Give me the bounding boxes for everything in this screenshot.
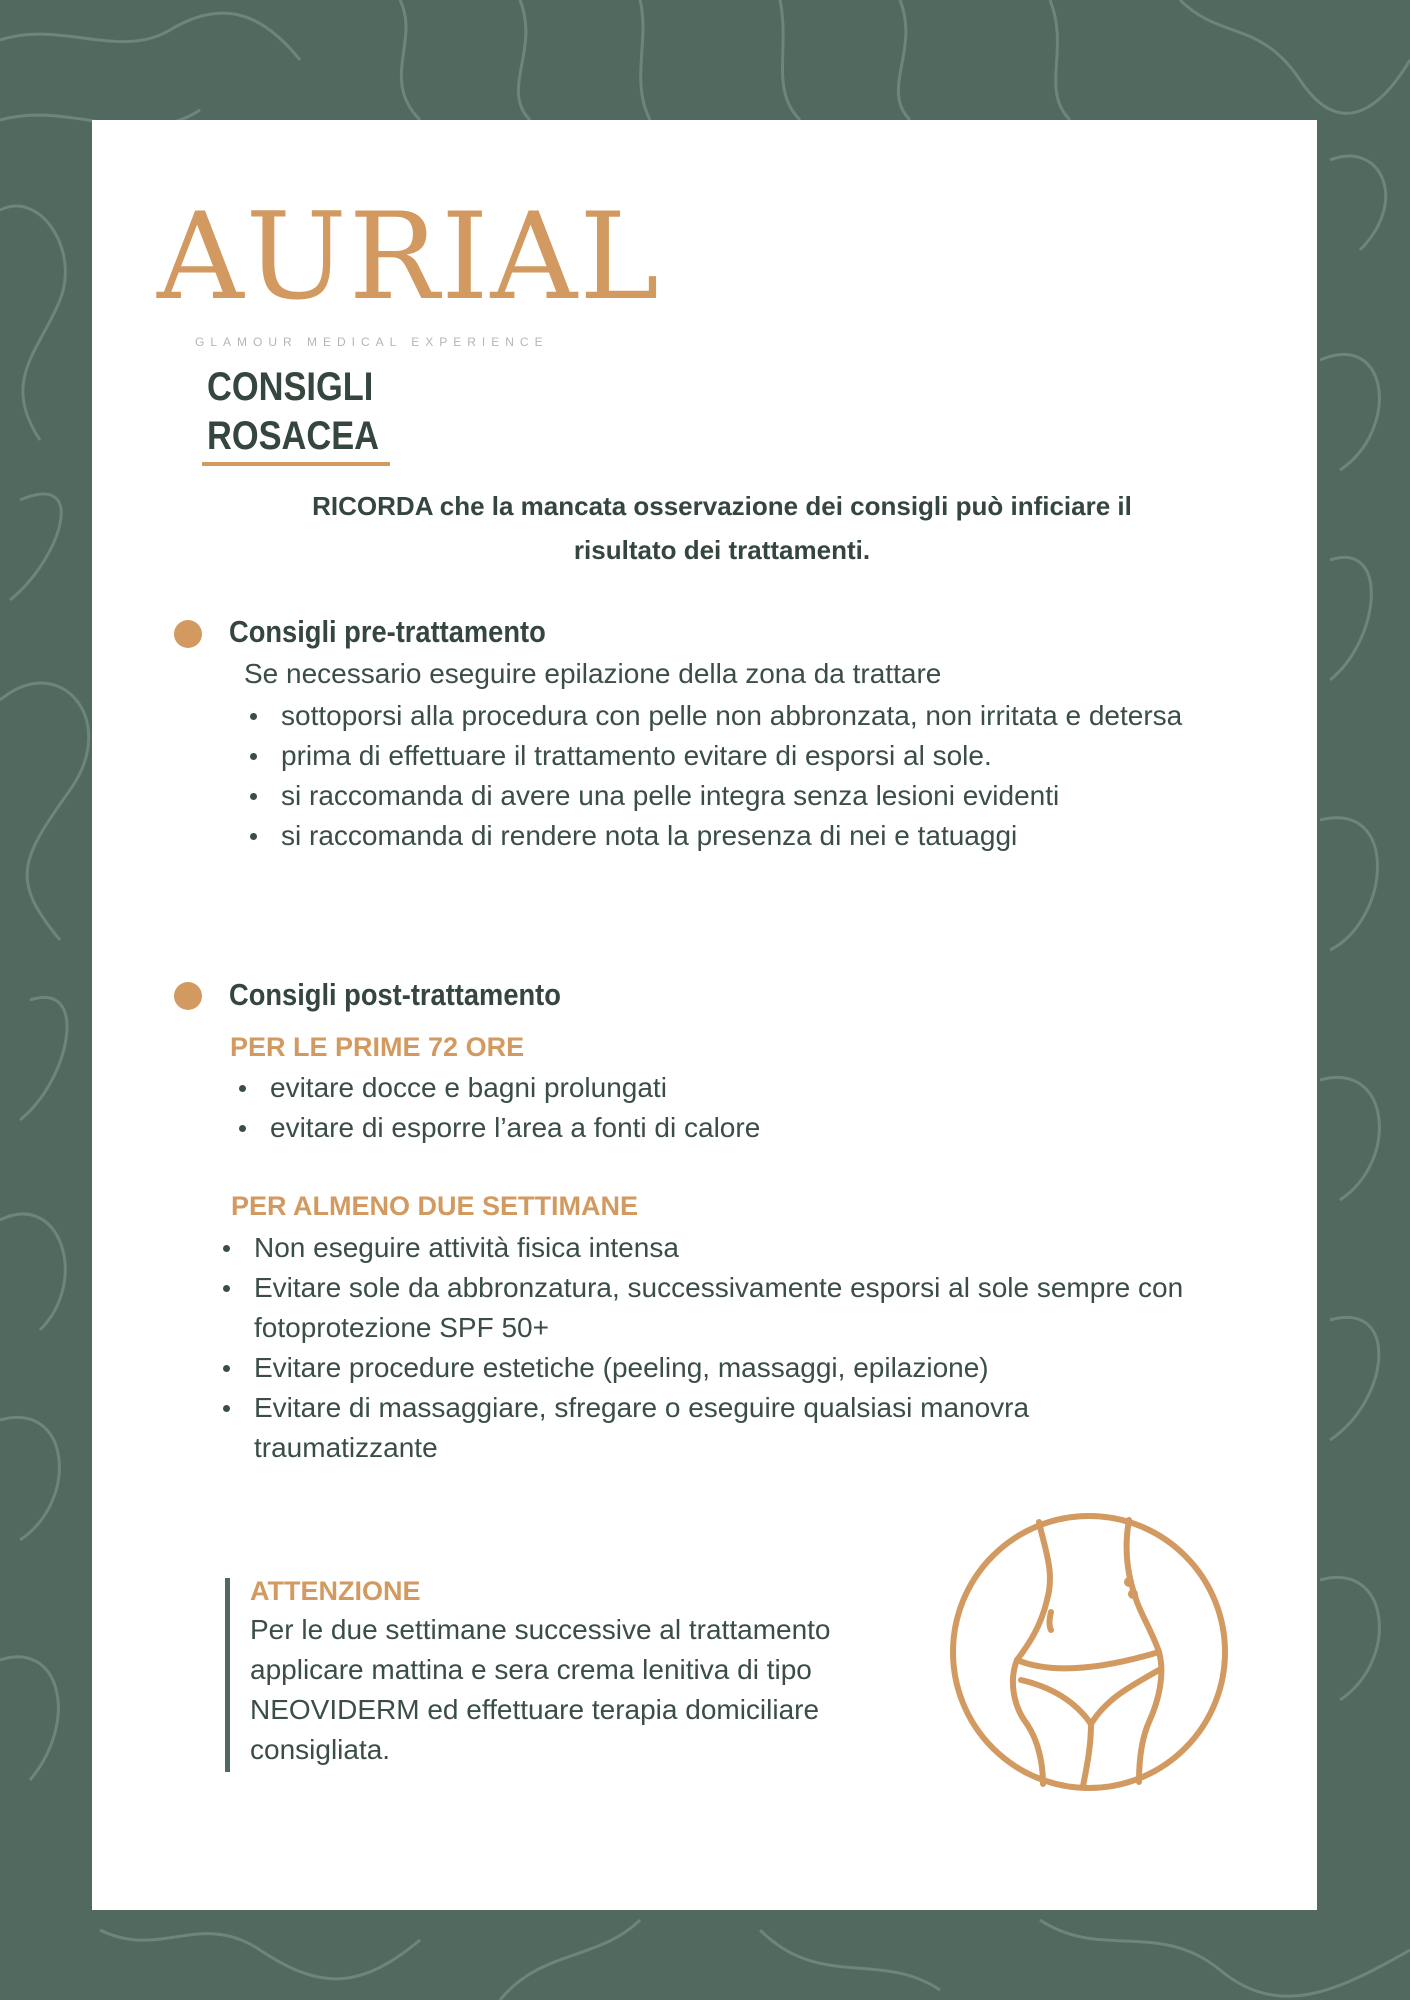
list-item: Evitare sole da abbronzatura, successivamente esporsi al sole sempre con fotoprotezione SPF 50+ xyxy=(218,1268,1198,1348)
post-section-dot-icon xyxy=(174,982,202,1010)
logo-tagline: GLAMOUR MEDICAL EXPERIENCE xyxy=(195,335,549,349)
attention-accent-bar xyxy=(225,1578,230,1772)
page-title-line2: ROSACEA xyxy=(207,414,380,458)
page-title xyxy=(207,363,379,461)
post-second-list xyxy=(218,1228,1198,1468)
pre-section-dot-icon xyxy=(174,620,202,648)
reminder-line1: RICORDA che la mancata osservazione dei consigli può inficiare il xyxy=(312,491,1132,521)
reminder-line2: risultato dei trattamenti. xyxy=(573,535,871,565)
post-first-heading: PER LE PRIME 72 ORE xyxy=(230,1032,525,1062)
list-item: si raccomanda di avere una pelle integra senza lesioni evidenti xyxy=(245,776,1245,816)
pre-section-title: Consigli pre-trattamento xyxy=(229,614,546,649)
reminder-note xyxy=(222,484,1222,572)
list-item: evitare di esporre l’area a fonti di calore xyxy=(234,1108,1234,1148)
title-underline xyxy=(202,462,390,466)
body-silhouette-icon xyxy=(947,1510,1232,1795)
post-second-heading: PER ALMENO DUE SETTIMANE xyxy=(231,1191,639,1221)
post-first-list xyxy=(234,1068,1234,1148)
list-item: Non eseguire attività fisica intensa xyxy=(218,1228,1198,1268)
list-item: sottoporsi alla procedura con pelle non abbronzata, non irritata e detersa xyxy=(245,696,1245,736)
pre-list xyxy=(245,696,1245,856)
list-item: si raccomanda di rendere nota la presenza di nei e tatuaggi xyxy=(245,816,1245,856)
list-item: prima di effettuare il trattamento evitare di esporsi al sole. xyxy=(245,736,1245,776)
page-title-line1: CONSIGLI xyxy=(207,365,374,409)
attention-text: Per le due settimane successive al trattamento applicare mattina e sera crema lenitiva di tipo NEOVIDERM ed effettuare terapia domiciliare consigliata. xyxy=(250,1614,831,1765)
pre-intro: Se necessario eseguire epilazione della zona da trattare xyxy=(244,658,942,689)
attention-title: ATTENZIONE xyxy=(250,1576,421,1606)
post-section-title: Consigli post-trattamento xyxy=(229,977,561,1012)
list-item: Evitare procedure estetiche (peeling, massaggi, epilazione) xyxy=(218,1348,1198,1388)
list-item: evitare docce e bagni prolungati xyxy=(234,1068,1234,1108)
content-card xyxy=(92,120,1317,1910)
list-item: Evitare di massaggiare, sfregare o eseguire qualsiasi manovra traumatizzante xyxy=(218,1388,1198,1468)
logo-wordmark: AURIAL xyxy=(157,188,661,327)
